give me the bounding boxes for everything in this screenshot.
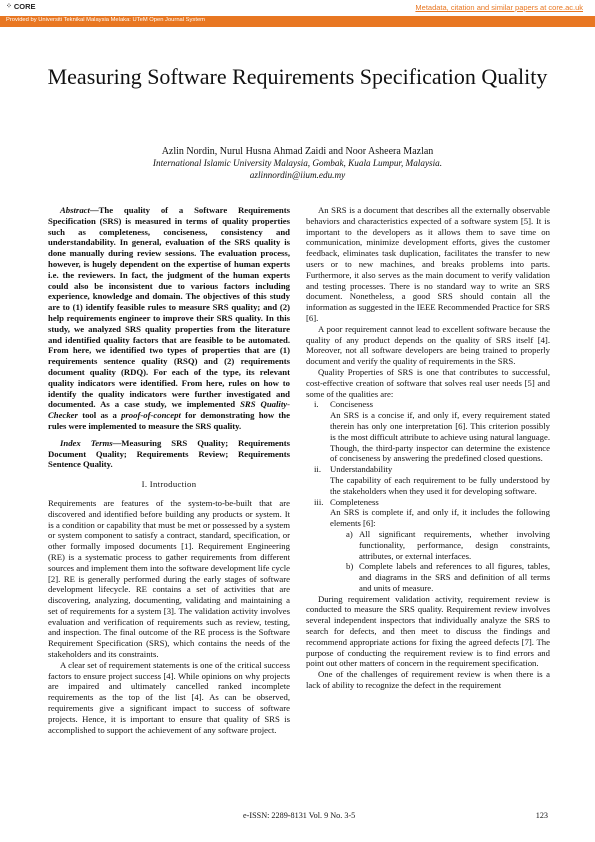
abstract-dash: — [89, 205, 99, 215]
paper-authors: Azlin Nordin, Nurul Husna Ahmad Zaidi and Noor Asheera Mazlan [161, 146, 434, 157]
paper-title: Measuring Software Requirements Specification Quality [47, 64, 548, 89]
abstract-label: Abstract [60, 205, 90, 215]
sub-list-item-number: b) [346, 561, 354, 572]
sub-list-item-body: Complete labels and references to all figures, tables, and diagrams in the SRS and definition of all terms and units of measure. [359, 561, 550, 593]
list-item-body: An SRS is a concise if, and only if, every requirement stated therein has only one interpretation [6]. This criterion possibly is the most difficult attribute to achieve using natural language. Though, the third-party inspector can determine the existence of conciseness by answering the predefined closed questions. [330, 410, 550, 464]
abstract [48, 205, 290, 432]
list-item [314, 399, 550, 464]
list-item-number: ii. [314, 464, 321, 475]
sub-list-item-number: a) [346, 528, 353, 539]
list-item-title: Understandability [330, 464, 393, 475]
sub-list-item [346, 529, 550, 561]
left-column [48, 205, 290, 735]
list-item-number: iii. [314, 496, 324, 507]
index-terms [48, 438, 290, 470]
right-paragraph-4: During requirement validation activity, requirement review is conducted to measure the SRS quality. Requirement review involves several independent inspectors that individually analyze the SRS to search for defects, and then meet to discuss the findings and recommend appropriate actions for fixing the agreed defects [7]. The purpose of conducting the requirement review is to find errors and point out other matters of concern in the requirement specification. [306, 593, 550, 669]
list-item-title: Conciseness [330, 399, 373, 410]
abstract-text-3: for demonstrating how the rules were implemented to measure the SRS quality. [48, 410, 290, 431]
abstract-poc: proof-of-concept [121, 410, 181, 421]
list-item-number: i. [314, 399, 319, 410]
core-logo-text: CORE [13, 2, 36, 11]
core-logo[interactable] [6, 2, 36, 11]
page-number: 123 [535, 811, 548, 820]
provider-bar [0, 16, 595, 27]
intro-paragraph-1: Requirements are features of the system-to-be-built that are discovered and identified before building any products or system. It is a condition or capability that must be met or possessed by a system or system component to satisfy a contract, standard, specification, or other formally imposed documents [1]. Requirement Engineering (RE) is a systematic process to gather requirements from different sources and implement them into the software development life cycle [2]. RE is generally performed during the early stages of software development lifecycle. RE contains a set of activities that are discovering, analyzing, documenting, validating and maintaining a set of requirements for a system [3]. The validation activity involves evaluation and verification of requirements such as review, testing, and inspection. The final outcome of the RE process is the Software Requirement Specification (SRS), which contains the needs of the stakeholders and its constraints. [48, 497, 290, 660]
right-column [306, 205, 550, 691]
index-terms-text: —Measuring SRS Quality; Requirements Document Quality; Requirements Review; Requirements Sentence Quality. [48, 437, 291, 470]
provider-text: Provided by Universiti Teknikal Malaysia Melaka: UTeM Open Journal System [6, 17, 205, 23]
sub-list-item-body: All significant requirements, whether involving functionality, performance, design constraints, attributes, or external interfaces. [359, 528, 550, 561]
right-paragraph-1: An SRS is a document that describes all the externally observable behaviors and characteristics expected of a software system [5]. It is important to the developers as it allows them to save time on communication, minimize development efforts, gives the customer feedback, eliminates task duplication, facilitates the transfer to new users or to new machines, and breaks problems into parts. Furthermore, it also serves as the main document to verify validation and testing processes. There is no standard way to write an SRS document. Nonetheless, a good SRS should contain all the information as suggested in the IEEE Recommended Practice for SRS [6]. [306, 205, 550, 323]
index-terms-label: Index Terms [60, 437, 113, 448]
right-paragraph-5: One of the challenges of requirement review is when there is a lack of ability to recognize the defect in the requirement [306, 669, 550, 691]
list-item-body: An SRS is complete if, and only if, it includes the following elements [6]: [330, 507, 550, 529]
right-paragraph-3: Quality Properties of SRS is one that contributes to successful, cost-effective creation of software that solves real user needs [5] and some of the qualities are: [306, 366, 550, 399]
list-item [314, 497, 550, 594]
core-banner [0, 0, 595, 16]
list-item-title: Completeness [330, 496, 379, 507]
list-item-body: The capability of each requirement to be fully understood by the stakeholders when they used it for developing software. [330, 474, 550, 496]
intro-paragraph-2: A clear set of requirement statements is one of the critical success factors to ensure project success [4]. While opinions on why projects are impaired and ultimately cancelled ranked incomplete requirements as the top of the list [4]. As can be observed, requirements give a significant impact to success of software projects. Hence, it is important to ensure that quality of SRS is accomplished to support the achievement of any software project. [48, 659, 290, 735]
sub-list-item [346, 561, 550, 593]
right-paragraph-2: A poor requirement cannot lead to excellent software because the quality of any product depends on the quality of SRS itself [4]. Moreover, not all software developers are being trained to properly document and verify the quality of requirements in the SRS. [306, 323, 550, 367]
footer-issn: e-ISSN: 2289-8131 Vol. 9 No. 3-5 [243, 811, 356, 820]
abstract-text-1: The quality of a Software Requirements Specification (SRS) is measured in terms of quality properties such as completeness, conciseness, consistency and understandability. In general, evaluation of the SRS quality is done manually during review sessions. The evaluation process, however, is hugely dependent on the expertise of human experts i.e. the reviewers. In fact, the judgment of the human experts could also be inconsistent due to various factors including experience, knowledge and domain. The objectives of this study are to (1) identify feasible rules to measure SRS quality; and (2) help requirements engineer to improve their SRS quality. In this study, we analyzed SRS quality properties from the literature and identified quality factors that are feasible to be automated. From here, we identified two types of properties that are (1) requirements sentence quality (RSQ) and (2) requirements document quality (RDQ). For each of the type, its relevant quality indicators were identified. From here, rules on how to identify the quality indicators were further investigated and documented. As a case study, we implemented [48, 205, 290, 410]
abstract-tool-name: SRS Quality-Checker [48, 399, 290, 421]
section-heading-introduction: I. Introduction [141, 479, 197, 490]
metadata-link[interactable]: Metadata, citation and similar papers at core.ac.uk [415, 3, 583, 12]
core-logo-icon: ⁘ [6, 3, 12, 10]
author-email: azlinnordin@iium.edu.my [249, 170, 346, 180]
list-item [314, 464, 550, 496]
paper-affiliation: International Islamic University Malaysia, Gombak, Kuala Lumpur, Malaysia. [152, 158, 443, 168]
abstract-text-2: tool as a [77, 410, 122, 421]
